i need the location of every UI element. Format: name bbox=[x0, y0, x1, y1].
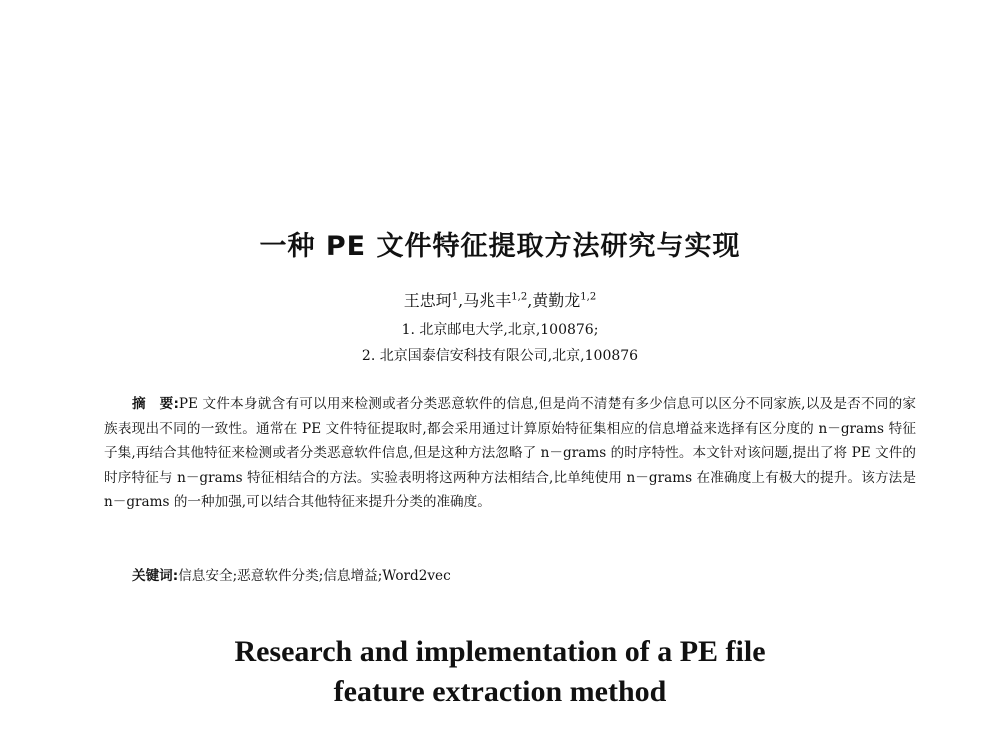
author-line bbox=[0, 288, 1000, 311]
author-separator: , bbox=[458, 291, 464, 310]
author-name: 黄勤龙 bbox=[532, 291, 581, 310]
author-superscript: 1,2 bbox=[580, 291, 597, 303]
keywords bbox=[132, 564, 451, 584]
author-superscript: 1,2 bbox=[511, 291, 528, 303]
english-title-line-1: Research and implementation of a PE file bbox=[234, 635, 766, 668]
abstract bbox=[104, 392, 916, 515]
english-title bbox=[0, 632, 1000, 712]
english-title-line-2: feature extraction method bbox=[333, 675, 667, 708]
author-name: 王忠珂 bbox=[403, 291, 452, 310]
author-superscript: 1 bbox=[451, 291, 459, 303]
keywords-label: 关键词: bbox=[132, 568, 179, 584]
author-separator: , bbox=[527, 291, 533, 310]
abstract-text: PE 文件本身就含有可以用来检测或者分类恶意软件的信息,但是尚不清楚有多少信息可以区分不同家族,以及是否不同的家族表现出不同的一致性。通常在 PE 文件特征提取时,都会采用通过计算原始特征集相应的信息增益来选择有区分度的 n－grams 特征子集,再结合其他特征来检测或者分类恶意软件信息,但是这种方法忽略了 n－grams 的时序特性。本文针对该问题,提出了将 PE 文件的时序特征与 n－grams 特征相结合的方法。实验表明将这两种方法相结合,比单纯使用 n－grams 在准确度上有极大的提升。该方法是 n－grams 的一种加强,可以结合其他特征来提升分类的准确度。 bbox=[104, 396, 917, 510]
affiliation-2: 2. 北京国泰信安科技有限公司,北京,100876 bbox=[361, 348, 639, 364]
abstract-label: 摘 要: bbox=[132, 396, 179, 412]
keywords-text: 信息安全;恶意软件分类;信息增益;Word2vec bbox=[178, 568, 451, 584]
chinese-title: 一种 PE 文件特征提取方法研究与实现 bbox=[259, 231, 741, 262]
affiliation-1: 1. 北京邮电大学,北京,100876; bbox=[401, 322, 599, 338]
author-name: 马兆丰 bbox=[463, 291, 512, 310]
